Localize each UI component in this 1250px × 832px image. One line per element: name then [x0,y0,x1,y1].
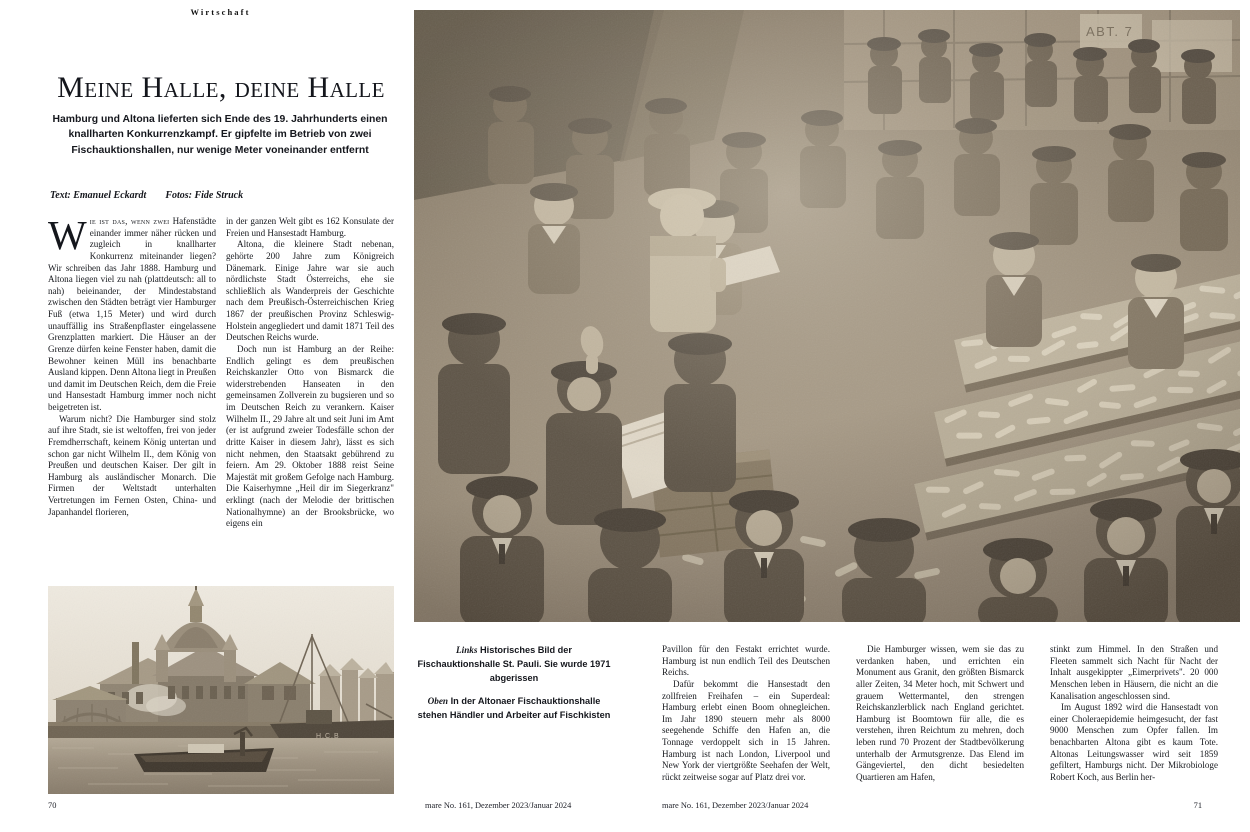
photo-st-pauli-fish-auction-hall [48,586,394,794]
drop-cap: W [48,212,87,258]
body-column-4 [856,644,1024,784]
paragraph [1050,644,1218,702]
body-column-1 [48,212,216,518]
paragraph [226,239,394,344]
paragraph-text: Warum nicht? Die Hamburger sind stolz auf ihre Stadt, sie ist weltoffen, frei von jeder Fremdherrschaft, keinem König untertan und schon gar nicht Wilhelm II., dem König von Preußen und deutschen Kaiser. Der gilt in Hamburg als ausländischer Monarch. Die Firmen der Weltstadt unterhalten Vertretungen im Fernen Osten, China- und Japanhandel florieren, [48,413,216,517]
paragraph-text: Im August 1892 wird die Hansestadt von einer Choleraepidemie heimgesucht, der fast 9000 Menschen zum Opfer fallen. Im benachbarten Altona gibt es kaum Tote. Altonas Leitungswasser wird seit 1859 gefiltert, Hamburgs nicht. Der Mikrobiologe Robert Koch, aus Berlin her- [1050,702,1218,782]
byline-author: Text: Emanuel Eckardt [50,190,147,201]
byline-photographer: Fotos: Fide Struck [165,190,244,201]
paragraph [856,644,1024,784]
paragraph [662,679,830,784]
caption-text: Historisches Bild der Fischauktionshalle St. Pauli. Sie wurde 1971 abgerissen [417,645,611,683]
body-column-2 [226,216,394,530]
paragraph [662,644,830,679]
paragraph [226,216,394,239]
caption-main-photo [416,695,612,723]
caption-lead-word: Links [456,645,478,655]
section-kicker: Wirtschaft [190,7,251,17]
byline [50,190,400,201]
paragraph [1050,702,1218,783]
article-standfirst: Hamburg und Altona lieferten sich Ende des 19. Jahrhunderts einen knallharten Konkurrenzkampf. Er gipfelte im Betrieb von zwei Fischauktionshallen, nur wenige Meter voneinander entfernt [52,114,388,156]
page-number-left: 70 [48,801,57,810]
body-column-5 [1050,644,1218,784]
caption-lead-word: Oben [427,696,449,706]
article-headline: Meine Halle, deine Halle [57,71,385,104]
paragraph [48,212,216,414]
paragraph-text: Altona, die kleinere Stadt nebenan, gehörte 200 Jahre zum Königreich Dänemark. Einige Jahre war sie auch nördlichste Stadt Österreichs, ehe sie schließlich als Wanderpreis der Geschichte nach dem Preußisch-Österreichischen Krieg 1867 der preußischen Provinz Schleswig-Holstein angegliedert und damit 1871 Teil des Deutschen Reichs wurde. [226,239,394,343]
page-number-right: 71 [1193,801,1202,810]
paragraph [48,414,216,519]
paragraph-text: Dafür bekommt die Hansestadt den zollfreien Freihafen – ein Superdeal: Hamburg erlebt einen Boom ohnegleichen. Im Jahr 1890 steuern mehr als 8000 seegehende Schiffe den Hafen an, die Tonnage verdoppelt sich in 15 Jahren. Hamburg ist nach London, Liverpool und New York der viertgrößte Seehafen der Welt, rückt zeitweise sogar auf Platz drei vor. [662,678,830,782]
imprint-left: mare No. 161, Dezember 2023/Januar 2024 [425,801,572,810]
caption-text: In der Altonaer Fischauktionshalle stehen Händler und Arbeiter auf Fischkisten [417,696,611,720]
imprint-right: mare No. 161, Dezember 2023/Januar 2024 [662,801,809,810]
paragraph-text: Hafenstädte einander immer näher rücken und zugleich in knallharter Konkurrenz miteinander liegen? Wir schreiben das Jahr 1888. Hamburg und Altona liegen viel zu nah (plattdeutsch: all to nah) beieinander, der Mindestabstand zwischen den Städten beträgt vier Hamburger Fuß (etwa 1,15 Meter) und wird durch unauffällig ins Straßenpflaster eingelassene Grenzplatten markiert. Die Häuser an der Grenze dürfen keine Fenster haben, damit die Bewohner keinen Müll ins benachbarte Ausland kippen. Denn Altona liegt in Preußen und damit im Deutschen Reich, dem die Freie und Hansestadt Hamburg immer noch nicht beigetreten ist. [48,216,216,412]
paragraph-text: Pavillon für den Festakt errichtet wurde. Hamburg ist nun endlich Teil des Deutschen Reichs. [662,644,830,678]
body-column-3 [662,644,830,784]
paragraph-text: Doch nun ist Hamburg an der Reihe: Endlich gelingt es dem preußischen Reichskanzler Otto von Bismarck die widerstrebenden Hanseaten in den gemeinsamen Zollverein zu bugsieren und so im Deutschen Reich zu verankern. Kaiser Wilhelm II., 29 Jahre alt und seit Juni im Amt (er ist aufgrund zweier Todesfälle schon der dritte Kaiser in diesem Jahr), lässt es sich nicht nehmen, den Staatsakt gebührend zu feiern. Am 29. Oktober 1888 reist Seine Majestät mit großem Gefolge nach Hamburg. Die Kaiserhymne „Heil dir im Siegerkranz" erklingt (nach der Melodie der brittischen Nationalhymne) an der Brooksbrücke, wo eigens ein [226,343,394,529]
paragraph-text: in der ganzen Welt gibt es 162 Konsulate der Freien und Hansestadt Hamburg. [226,216,394,238]
historical-photo-illustration [48,586,394,794]
paragraph-text: Die Hamburger wissen, wem sie das zu verdanken haben, und errichten ein Monument aus Granit, den größten Bismarck aller Zeiten, 34 Meter hoch, mit Schwert und grauem Wettermantel, den strengen Reichskanzlerblick nach England gerichtet. Hamburg ist Boomtown für alle, die es verstehen, ihren Reichtum zu mehren, doch leben rund 70 Prozent der Stadtbevölkerung unterhalb der Armutsgrenze. Das Elend im Gängeviertel, den dicht besiedelten Quartieren am Hafen, [856,644,1024,782]
paragraph-text: stinkt zum Himmel. In den Straßen und Fleeten sammelt sich Nacht für Nacht der Inhalt ausgekippter „Eimerprivets". 20 000 Menschen leben in Häusern, die nicht an die Kanalisation angeschlossen sind. [1050,644,1218,701]
caption-historical-photo [416,644,612,685]
lead-smallcaps: ie ist das, wenn zwei [89,216,170,226]
paragraph [226,344,394,530]
